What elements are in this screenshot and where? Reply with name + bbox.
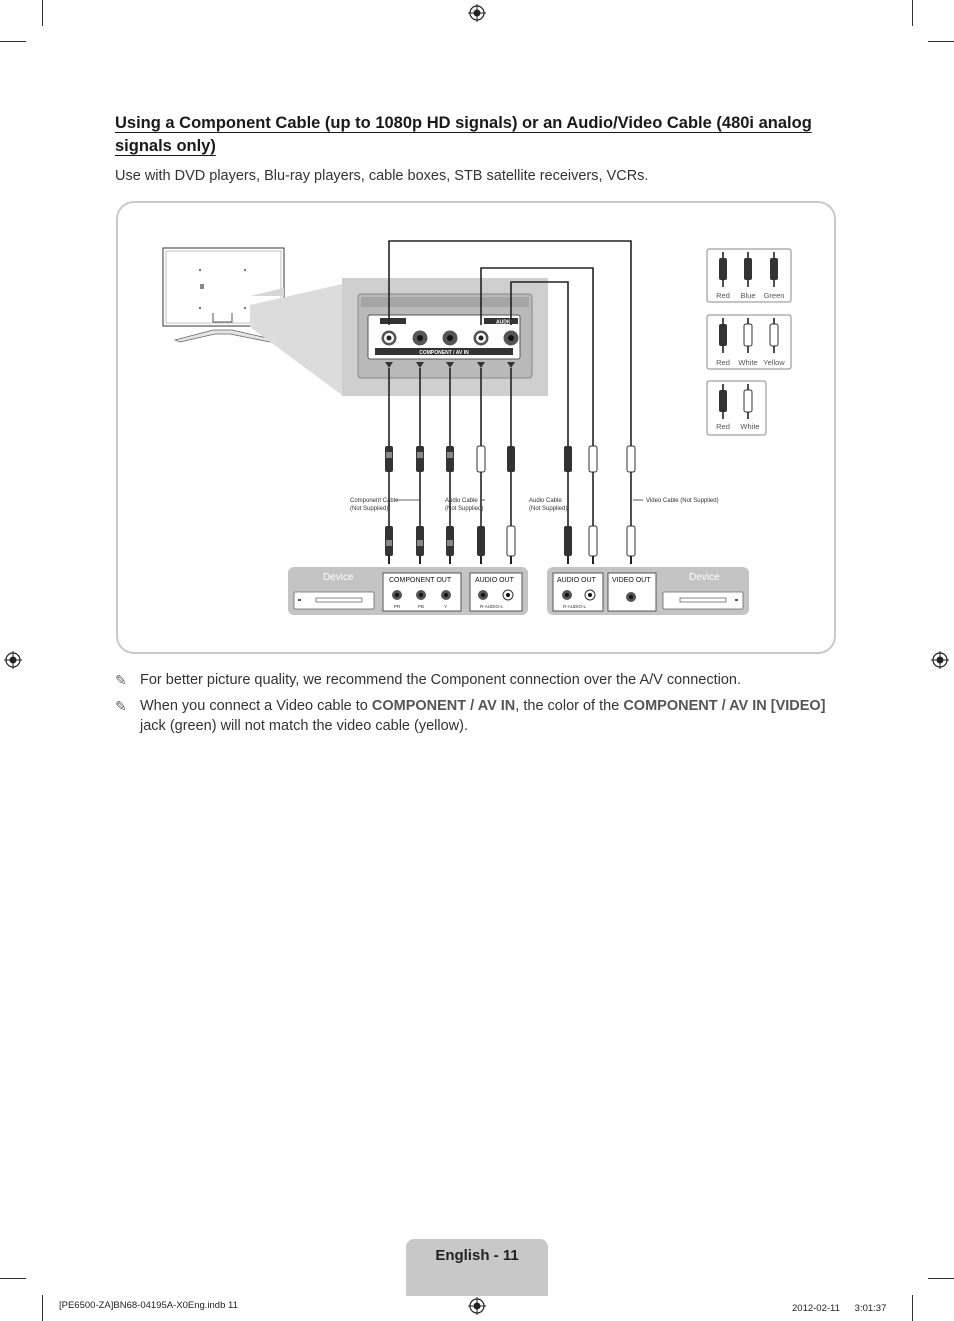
legend-color-label: Blue [740, 291, 756, 300]
device-jack-icon [441, 590, 451, 600]
legend-component [707, 249, 791, 302]
jack-label: R-AUDIO-L [563, 604, 587, 609]
cable-plug-icon [564, 526, 572, 564]
cable-plug-icon [627, 526, 635, 564]
legend-color-label: Red [716, 358, 730, 367]
note-emphasis: COMPONENT / AV IN [VIDEO] [623, 698, 826, 714]
audio-cable-label: Audio Cable [445, 498, 478, 504]
footer-datetime: 2012-02-11 3:01:37 [792, 1303, 887, 1314]
panel-jack-icon [504, 331, 519, 346]
legend-color-label: White [740, 422, 760, 431]
note-text: jack (green) will not match the video cable (yellow). [140, 718, 468, 734]
device-jack-icon [626, 592, 636, 602]
legend-color-label: Green [763, 291, 785, 300]
cable-plug-icon [507, 526, 515, 564]
legend-color-label: White [738, 358, 758, 367]
panel-jack-icon [382, 331, 397, 346]
crop-mark [928, 1278, 954, 1279]
panel-label: COMPONENT / AV IN [419, 350, 469, 356]
note-text: For better picture quality, we recommend the Component connection over the A/V connection. [140, 672, 742, 688]
jack-label: Y [444, 604, 448, 609]
legend-color-label: Red [716, 291, 730, 300]
device-right-label: Device [689, 572, 720, 583]
component-cable-note: (Not Supplied) [350, 506, 389, 512]
disc-player-icon [294, 592, 374, 609]
crop-mark [0, 1278, 26, 1279]
note-emphasis: COMPONENT / AV IN [371, 698, 516, 714]
cable-plug-icon [627, 446, 635, 526]
jack-label: PR [394, 604, 401, 609]
video-out-label: VIDEO OUT [612, 577, 651, 584]
legend-color-label: Red [716, 422, 730, 431]
cable-plug-icon [507, 446, 515, 520]
device-jack-icon [416, 590, 426, 600]
note-text: When you connect a Video cable to [140, 698, 372, 714]
audio-cable-note: (Not Supplied) [529, 506, 568, 512]
note-item [115, 670, 830, 690]
note-text: , the color of the [515, 698, 624, 714]
page-number-tab [406, 1239, 548, 1296]
device-left-label: Device [323, 572, 354, 583]
cable-plug-icon [589, 446, 597, 520]
cable-plug-icon [385, 526, 393, 564]
cable-plug-icon [416, 446, 424, 520]
legend-av [707, 315, 791, 369]
audio-out-label: AUDIO OUT [557, 577, 596, 584]
notes [115, 670, 830, 742]
cable-plug-icon [416, 526, 424, 564]
component-out-label: COMPONENT OUT [389, 577, 452, 584]
device-left [288, 567, 528, 615]
note-pencil-icon: ✎ [115, 698, 127, 714]
footer-file: [PE6500-ZA]BN68-04195A-X0Eng.indb 11 [59, 1300, 238, 1311]
device-jack-icon [585, 590, 595, 600]
device-jack-icon [392, 590, 402, 600]
audio-cable-note: (Not Supplied) [445, 506, 484, 512]
note-pencil-icon: ✎ [115, 672, 127, 688]
crop-mark [912, 1295, 913, 1321]
device-jack-icon [478, 590, 488, 600]
panel-jack-icon [443, 331, 458, 346]
video-cable-label: Video Cable (Not Supplied) [646, 498, 719, 504]
jack-label: PB [418, 604, 425, 609]
device-right [547, 567, 749, 615]
page-number: English - 11 [435, 1247, 519, 1264]
section-heading: Using a Component Cable (up to 1080p HD signals) or an Audio/Video Cable (480i analog signals only) [115, 114, 812, 155]
registration-mark-icon [468, 1297, 486, 1315]
audio-out-label: AUDIO OUT [475, 577, 514, 584]
legend-audio [707, 381, 766, 435]
cable-plug-icon [446, 526, 454, 564]
device-jack-icon [503, 590, 513, 600]
note-item [115, 696, 830, 736]
panel-audio-label: AUDIO [496, 319, 513, 326]
panel-jack-icon [413, 331, 428, 346]
crop-mark [42, 1295, 43, 1321]
disc-player-icon [663, 592, 743, 609]
legend-color-label: Yellow [763, 358, 785, 367]
tv-input-panel [342, 278, 548, 396]
panel-jack-icon [474, 331, 489, 346]
jack-label: R-AUDIO-L [480, 604, 504, 609]
cable-plug-icon [477, 526, 485, 564]
device-jack-icon [562, 590, 572, 600]
component-cable-label: Component Cable [350, 498, 399, 504]
intro-text: Use with DVD players, Blu-ray players, cable boxes, STB satellite receivers, VCRs. [115, 168, 649, 184]
audio-cable-label: Audio Cable [529, 498, 562, 504]
cable-plug-icon [589, 526, 597, 564]
